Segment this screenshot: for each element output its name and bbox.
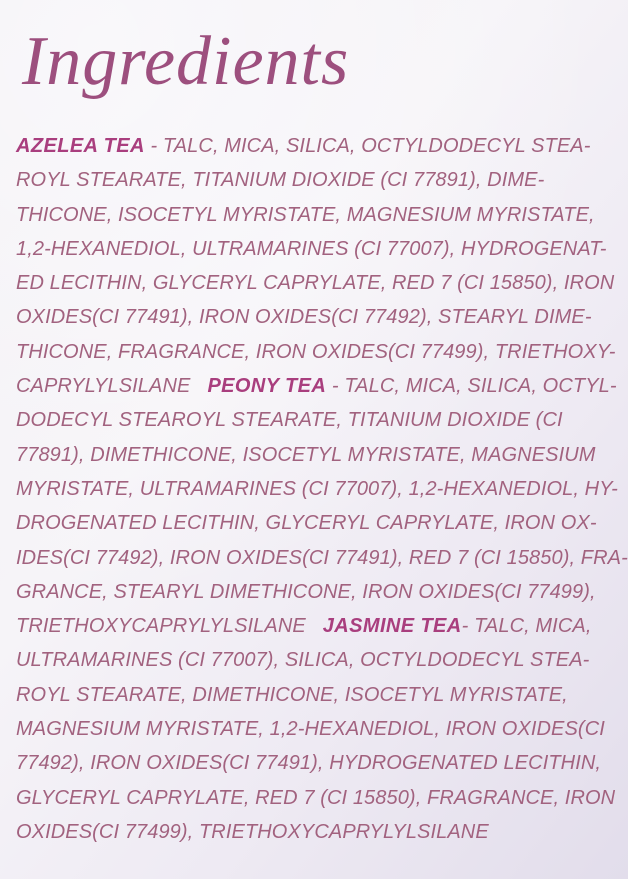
ingredients-line xyxy=(16,438,616,472)
ingredients-line xyxy=(16,129,616,163)
ingredient-text: - TALC, MICA, SILICA, OCTYLDODECYL STEA- xyxy=(144,135,591,157)
ingredient-text: GLYCERYL CAPRYLATE, RED 7 (CI 15850), FRAGRANCE, IRON xyxy=(16,786,616,809)
ingredient-text: 1,2-HEXANEDIOL, ULTRAMARINES (CI 77007), HYDROGENAT- xyxy=(16,237,607,260)
ingredients-line xyxy=(16,506,616,540)
ingredients-line xyxy=(16,403,616,437)
ingredients-line xyxy=(16,335,616,369)
ingredient-text: ULTRAMARINES (CI 77007), SILICA, OCTYLDODECYL STEA- xyxy=(16,649,590,672)
ingredient-text: ED LECITHIN, GLYCERYL CAPRYLATE, RED 7 (CI 15850), IRON xyxy=(16,272,615,295)
ingredients-line xyxy=(16,369,616,403)
ingredient-text: DROGENATED LECITHIN, GLYCERYL CAPRYLATE, IRON OX- xyxy=(16,512,597,535)
ingredients-line xyxy=(16,781,616,815)
ingredient-text: OXIDES(CI 77499), TRIETHOXYCAPRYLYLSILANE xyxy=(16,820,489,843)
ingredients-line xyxy=(16,575,616,609)
ingredients-line xyxy=(16,163,616,197)
ingredients-line xyxy=(16,541,628,575)
ingredients-text xyxy=(16,129,628,849)
tea-name: JASMINE TEA xyxy=(322,615,462,638)
page-title: Ingredients xyxy=(22,23,350,100)
ingredient-text: THICONE, ISOCETYL MYRISTATE, MAGNESIUM MYRISTATE, xyxy=(16,203,595,226)
tea-name: PEONY TEA xyxy=(207,375,327,398)
ingredients-line xyxy=(16,232,616,266)
ingredient-text: THICONE, FRAGRANCE, IRON OXIDES(CI 77499), TRIETHOXY- xyxy=(16,340,616,363)
ingredient-text: TRIETHOXYCAPRYLYLSILANE xyxy=(16,615,323,638)
ingredients-line xyxy=(16,472,616,506)
ingredient-text: CAPRYLYLSILANE xyxy=(16,375,208,398)
ingredient-text: - TALC, MICA, xyxy=(461,615,592,638)
ingredients-line xyxy=(16,815,616,849)
tea-name: AZELEA TEA xyxy=(16,135,145,157)
ingredient-text: IDES(CI 77492), IRON OXIDES(CI 77491), RED 7 (CI 15850), FRA- xyxy=(16,546,628,569)
ingredient-text: GRANCE, STEARYL DIMETHICONE, IRON OXIDES(CI 77499), xyxy=(16,580,596,603)
ingredients-line xyxy=(16,746,616,780)
ingredient-text: MYRISTATE, ULTRAMARINES (CI 77007), 1,2-HEXANEDIOL, HY- xyxy=(16,477,618,500)
ingredient-text: - TALC, MICA, SILICA, OCTYL- xyxy=(326,375,617,398)
ingredient-text: ROYL STEARATE, TITANIUM DIOXIDE (CI 77891), DIME- xyxy=(16,169,545,192)
ingredient-text: 77492), IRON OXIDES(CI 77491), HYDROGENATED LECITHIN, xyxy=(16,752,602,775)
ingredients-line xyxy=(16,609,616,643)
ingredients-line xyxy=(16,300,616,334)
ingredients-line xyxy=(16,198,616,232)
ingredient-text: MAGNESIUM MYRISTATE, 1,2-HEXANEDIOL, IRON OXIDES(CI xyxy=(16,718,605,741)
ingredients-line xyxy=(16,712,616,746)
ingredients-line xyxy=(16,266,616,300)
ingredient-text: OXIDES(CI 77491), IRON OXIDES(CI 77492), STEARYL DIME- xyxy=(16,306,592,329)
ingredient-text: 77891), DIMETHICONE, ISOCETYL MYRISTATE, MAGNESIUM xyxy=(16,443,596,466)
ingredients-line xyxy=(16,678,616,712)
ingredient-text: DODECYL STEAROYL STEARATE, TITANIUM DIOXIDE (CI xyxy=(16,409,563,432)
ingredient-text: ROYL STEARATE, DIMETHICONE, ISOCETYL MYRISTATE, xyxy=(16,683,568,706)
ingredients-line xyxy=(16,643,616,677)
